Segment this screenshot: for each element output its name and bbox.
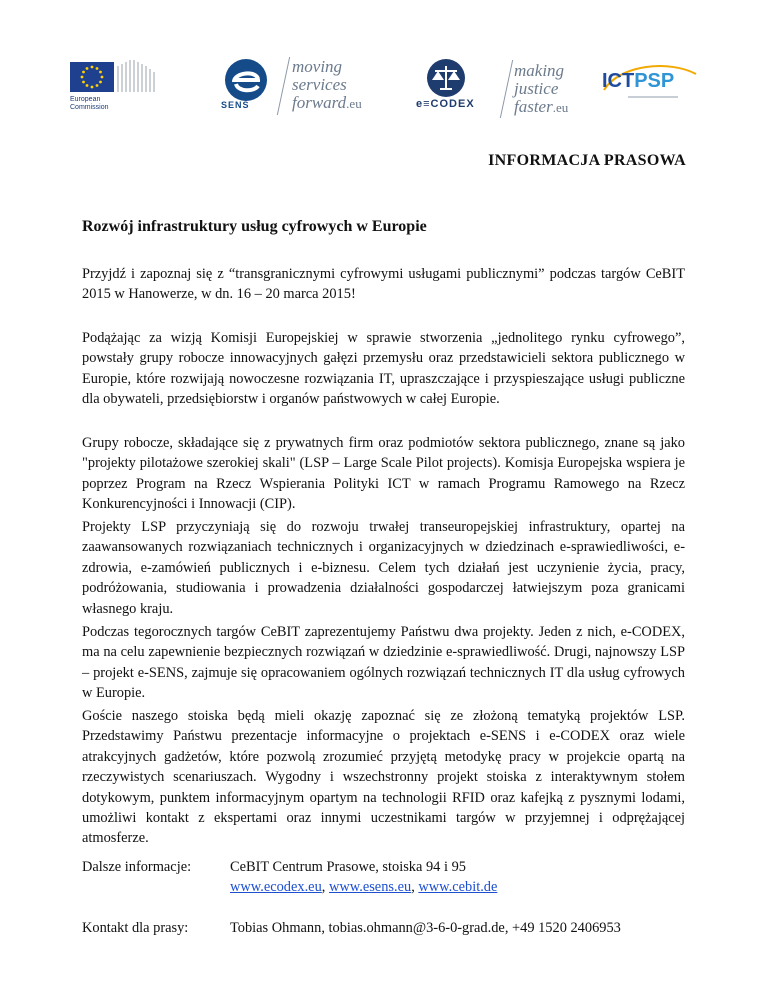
slogan1-line1: moving <box>292 57 343 76</box>
psp-text: PSP <box>634 70 675 92</box>
more-info-value: CeBIT Centrum Prasowe, stoiska 94 i 95 <box>230 859 466 875</box>
european-commission-logo <box>70 58 158 122</box>
paragraph-vision: Podążając za wizją Komisji Europejskiej w sprawie stworzenia „jednolitego rynku cyfrowego”, powstały grupy robocze innowacyjnych gałęzi przemysłu oraz przedstawicieli sektora publicznego w Europie, które rozwijają nowoczesne rozwiązania IT, upraszczające i przyspieszające usługi publiczne dla obywateli, przedsiębiorstw i organów państwowych w całej Europie. <box>82 330 685 408</box>
link-ecodex[interactable]: www.ecodex.eu <box>230 879 322 895</box>
slogan1-line2: services <box>292 75 347 94</box>
ec-building-icon <box>70 58 158 96</box>
sens-label: SENS <box>221 100 250 110</box>
ict-text: ICT <box>602 70 635 92</box>
slogan-divider <box>277 57 290 115</box>
codex-scales-icon <box>426 58 466 98</box>
slogan2-line1: making <box>514 61 565 80</box>
press-contact-label: Kontakt dla prasy: <box>82 920 189 936</box>
ec-text-line1: European <box>70 96 101 103</box>
slogan2-line3: faster <box>514 97 553 116</box>
paragraph-working-groups: Grupy robocze, składające się z prywatnych firm oraz podmiotów sektora publicznego, znane są jako "projekty pilotażowe szerokiej skali" (LSP – Large Scale Pilot projects). Komisja Europejska wspiera je poprzez Program na Rzecz Wspierania Polityki ICT w ramach Programu Ramowego na Rzecz Konkurencyjności i Innowacji (CIP). <box>82 435 685 513</box>
slogan-moving-services <box>292 58 362 113</box>
ec-text-line2: Commission <box>70 104 109 111</box>
links-row <box>230 877 497 897</box>
slogan2-line2: justice <box>514 79 559 98</box>
ec-logo-text <box>70 96 109 112</box>
slogan1-line3: forward <box>292 93 347 112</box>
link-separator: , <box>321 879 329 895</box>
document-title: Rozwój infrastruktury usług cyfrowych w Europie <box>82 218 427 235</box>
slogan2-suffix: .eu <box>552 100 569 115</box>
paragraph-lsp-projects: Projekty LSP przyczyniają się do rozwoju trwałej transeuropejskiej infrastruktury, opartej na zaawansowanych rozwiązaniach technicznych i organizacyjnych w dziedzinach e-sprawiedliwości, e-zdrowia, e-zamówień publicznych i e-biznesu. Celem tych działań jest uczynienie życia, pracy, podróżowania, studiowania i prowadzenia działalności gospodarczej łatwiejszym poza granicami własnego kraju. <box>82 519 685 617</box>
press-release-heading: INFORMACJA PRASOWA <box>488 152 686 169</box>
logo-strip <box>0 0 768 140</box>
paragraph-cebit: Podczas tegorocznych targów CeBIT zaprezentujemy Państwu dwa projekty. Jeden z nich, e-CODEX, ma na celu zapewnienie bezpiecznych rozwiązań w dziedzinie e-sprawiedliwość. Drugi, najnowszy LSP – projekt e-SENS, zajmuje się opracowaniem ogólnych rozwiązań technicznych IT dla usług cyfrowych w Europie. <box>82 624 685 702</box>
link-separator: , <box>411 879 419 895</box>
codex-label: e≡CODEX <box>416 98 475 110</box>
link-cebit[interactable]: www.cebit.de <box>418 879 498 895</box>
ict-psp-logo <box>602 70 674 93</box>
link-esens[interactable]: www.esens.eu <box>328 879 412 895</box>
slogan-making-justice <box>514 62 568 117</box>
paragraph-stand: Goście naszego stoiska będą mieli okazję zapoznać się ze złożoną tematyką projektów LSP. Przedstawimy Państwu prezentacje informacyjne o projektach e-SENS i e-CODEX oraz wiele atrakcyjnych gadżetów, które pozwolą zrozumieć przyjętą metodykę pracy w projekcie opartą na rzeczywistych scenariuszach. Wygodny i wszechstronny projekt stoiska z interaktywnym stołem dotykowym, punktem informacyjnym opartym na technologii RFID oraz kafejką z pysznymi lodami, umożliwi kontakt z ekspertami oraz innymi uczestnikami targów w przyjemnej i odprężającej atmosferze. <box>82 708 685 847</box>
slogan1-suffix: .eu <box>346 96 362 111</box>
press-contact-value: Tobias Ohmann, tobias.ohmann@3-6-0-grad.de, +49 1520 2406953 <box>230 920 621 936</box>
sens-logo-icon <box>224 58 268 102</box>
slogan-divider <box>500 60 513 118</box>
paragraph-intro: Przyjdź i zapoznaj się z “transgranicznymi cyfrowymi usługami publicznymi” podczas targów CeBIT 2015 w Hanowerze, w dn. 16 – 20 marca 2015! <box>82 266 685 303</box>
more-info-label: Dalsze informacje: <box>82 859 192 875</box>
